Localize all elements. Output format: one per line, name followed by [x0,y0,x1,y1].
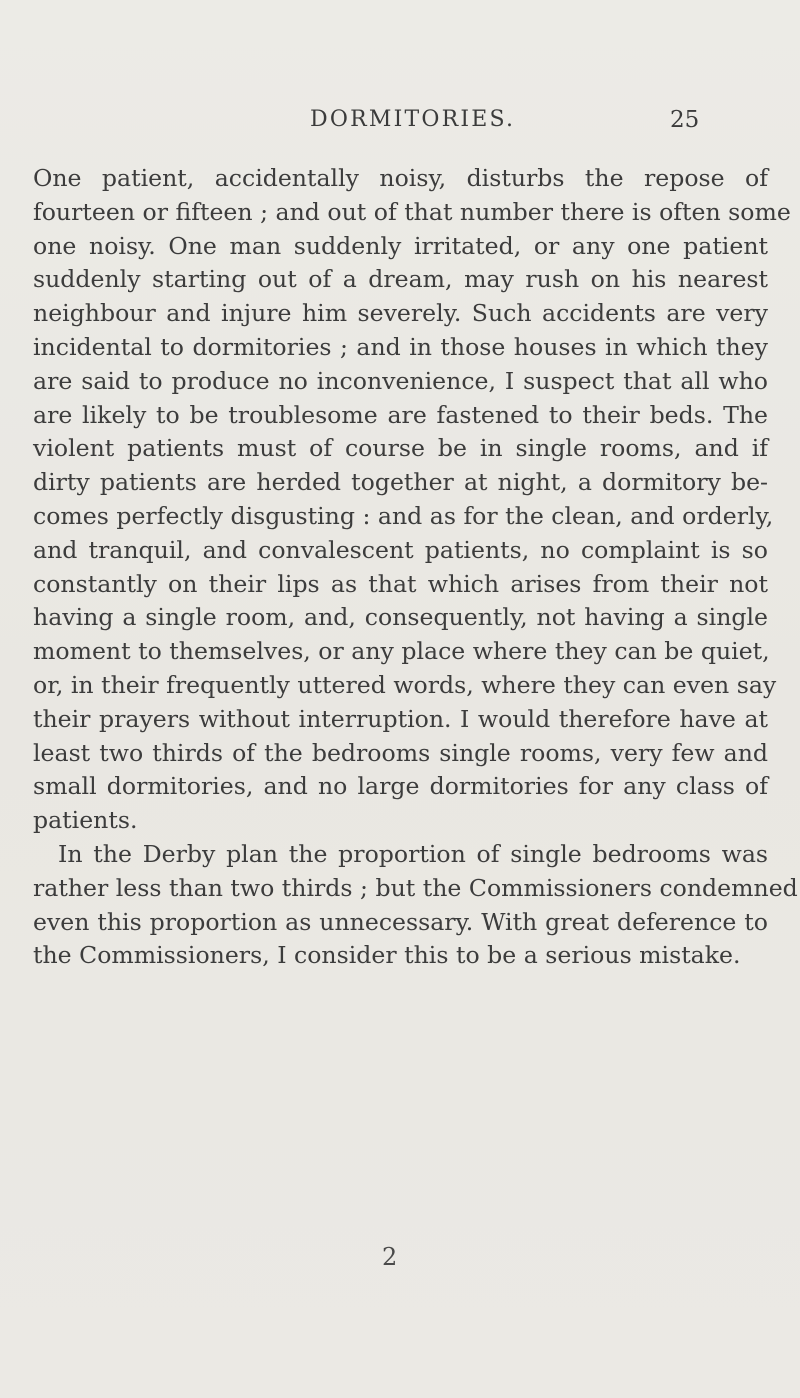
text-line: having a single room, and, consequently, not having a single [33,603,768,632]
text-line: small dormitories, and no large dormitories for any class of [33,772,768,801]
paragraph-1 [33,162,791,838]
text-line: One patient, accidentally noisy, disturbs the repose of [33,164,768,192]
text-line: one noisy. One man suddenly irritated, or any one patient [33,231,768,260]
text-line: suddenly starting out of a dream, may rush on his nearest [33,265,768,294]
text-line: are likely to be troublesome are fastened to their beds. The [33,400,768,429]
text-line: violent patients must of course be in single rooms, and if [33,434,768,463]
text-line: moment to themselves, or any place where they can be quiet, [33,637,770,666]
text-line: comes perfectly disgusting : and as for the clean, and orderly, [33,501,774,530]
paragraph-2 [33,838,798,973]
text-line: fourteen or fifteen ; and out of that number there is often some [33,197,791,226]
text-line: incidental to dormitories ; and in those houses in which they [33,332,768,361]
text-line: least two thirds of the bedrooms single rooms, very few and [33,738,768,767]
text-line: or, in their frequently uttered words, where they can even say [33,670,777,699]
text-line: are said to produce no inconvenience, I suspect that all who [33,366,768,395]
text-line: neighbour and injure him severely. Such accidents are very [33,299,768,328]
text-line: patients. [33,806,138,835]
running-title: DORMITORIES. [310,107,516,132]
text-line: rather less than two thirds ; but the Commissioners condemned [33,873,798,902]
text-line: their prayers without interruption. I would therefore have at [33,704,768,733]
text-line: the Commissioners, I consider this to be a serious mistake. [33,941,741,970]
signature-mark: 2 [382,1243,398,1271]
text-line: In the Derby plan the proportion of single bedrooms was [58,839,768,868]
running-head [0,107,800,137]
text-line: dirty patients are herded together at night, a dormitory be- [33,468,768,497]
text-line: and tranquil, and convalescent patients, no complaint is so [33,535,768,564]
body-text [33,162,798,973]
page-number: 25 [670,107,700,133]
text-line: even this proportion as unnecessary. With great deference to [33,907,768,936]
text-line: constantly on their lips as that which arises from their not [33,569,768,598]
